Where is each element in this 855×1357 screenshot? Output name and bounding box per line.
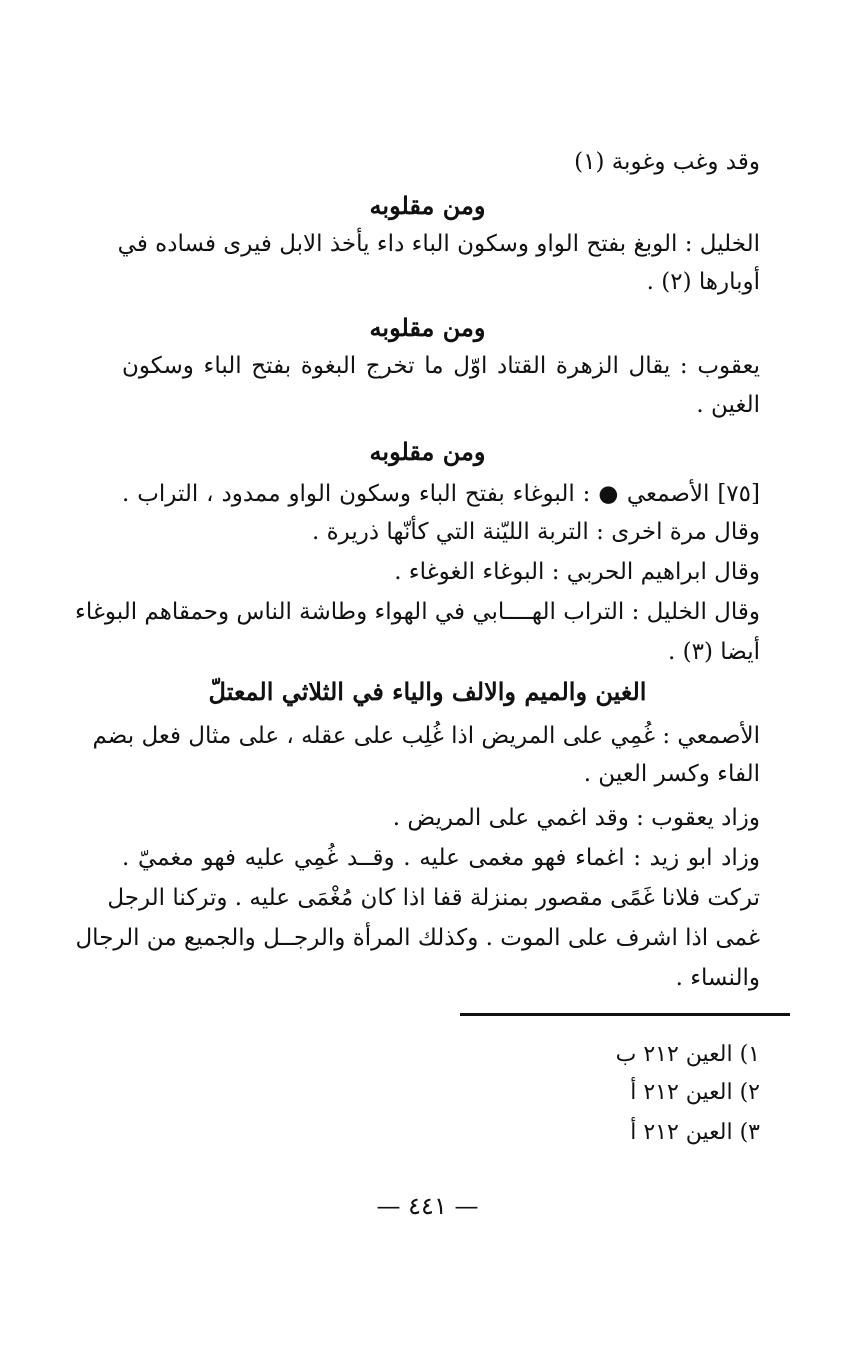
footnote: ٣) العين ٢١٢ أ bbox=[630, 1120, 760, 1145]
section-heading: الغين والميم والالف والياء في الثلاثي المعتلّ bbox=[208, 677, 647, 706]
section-heading: ومن مقلوبه bbox=[369, 437, 486, 466]
section-heading: ومن مقلوبه bbox=[369, 191, 486, 220]
text-line: وقد وغب وغوبة (١) bbox=[574, 149, 760, 175]
text-line: تركت فلانا غَمًى مقصور بمنزلة قفا اذا كان مُغْمَى عليه . وتركنا الرجل bbox=[107, 885, 760, 911]
text-line: غمى اذا اشرف على الموت . وكذلك المرأة والرجــل والجميع من الرجال bbox=[75, 925, 760, 951]
text-line: وزاد ابو زيد : اغماء فهو مغمى عليه . وقــد غُمِي عليه فهو مغميّ . bbox=[122, 845, 760, 871]
page-number: — ٤٤١ — bbox=[376, 1192, 479, 1220]
text-line: وقال ابراهيم الحربي : البوغاء الغوغاء . bbox=[394, 559, 760, 585]
section-heading: ومن مقلوبه bbox=[369, 313, 486, 342]
footnote: ١) العين ٢١٢ ب bbox=[615, 1042, 760, 1067]
text-line: والنساء . bbox=[675, 965, 760, 991]
text-line: الأصمعي : غُمِي على المريض اذا غُلِب على عقله ، على مثال فعل بضم bbox=[92, 723, 760, 749]
text-line: وقال مرة اخرى : التربة الليّنة التي كأنّها ذريرة . bbox=[312, 519, 760, 545]
text-line: أوبارها (٢) . bbox=[646, 269, 760, 295]
text-line: الخليل : الوبغ بفتح الواو وسكون الباء داء يأخذ الابل فيرى فساده في bbox=[117, 231, 760, 257]
text-line: أيضا (٣) . bbox=[668, 639, 760, 665]
footnote: ٢) العين ٢١٢ أ bbox=[630, 1080, 760, 1105]
text-line: يعقوب : يقال الزهرة القتاد اوّل ما تخرج البغوة بفتح الباء وسكون bbox=[122, 353, 760, 379]
text-line: وزاد يعقوب : وقد اغمي على المريض . bbox=[392, 805, 760, 831]
footnote-separator bbox=[460, 1013, 790, 1016]
text-line: الفاء وكسر العين . bbox=[583, 761, 760, 787]
text-line: [٧٥] الأصمعي ● : البوغاء بفتح الباء وسكون الواو ممدود ، التراب . bbox=[122, 481, 760, 507]
text-line: الغين . bbox=[696, 392, 760, 418]
text-line: وقال الخليل : التراب الهــــابي في الهواء وطاشة الناس وحمقاهم البوغاء bbox=[75, 599, 760, 625]
